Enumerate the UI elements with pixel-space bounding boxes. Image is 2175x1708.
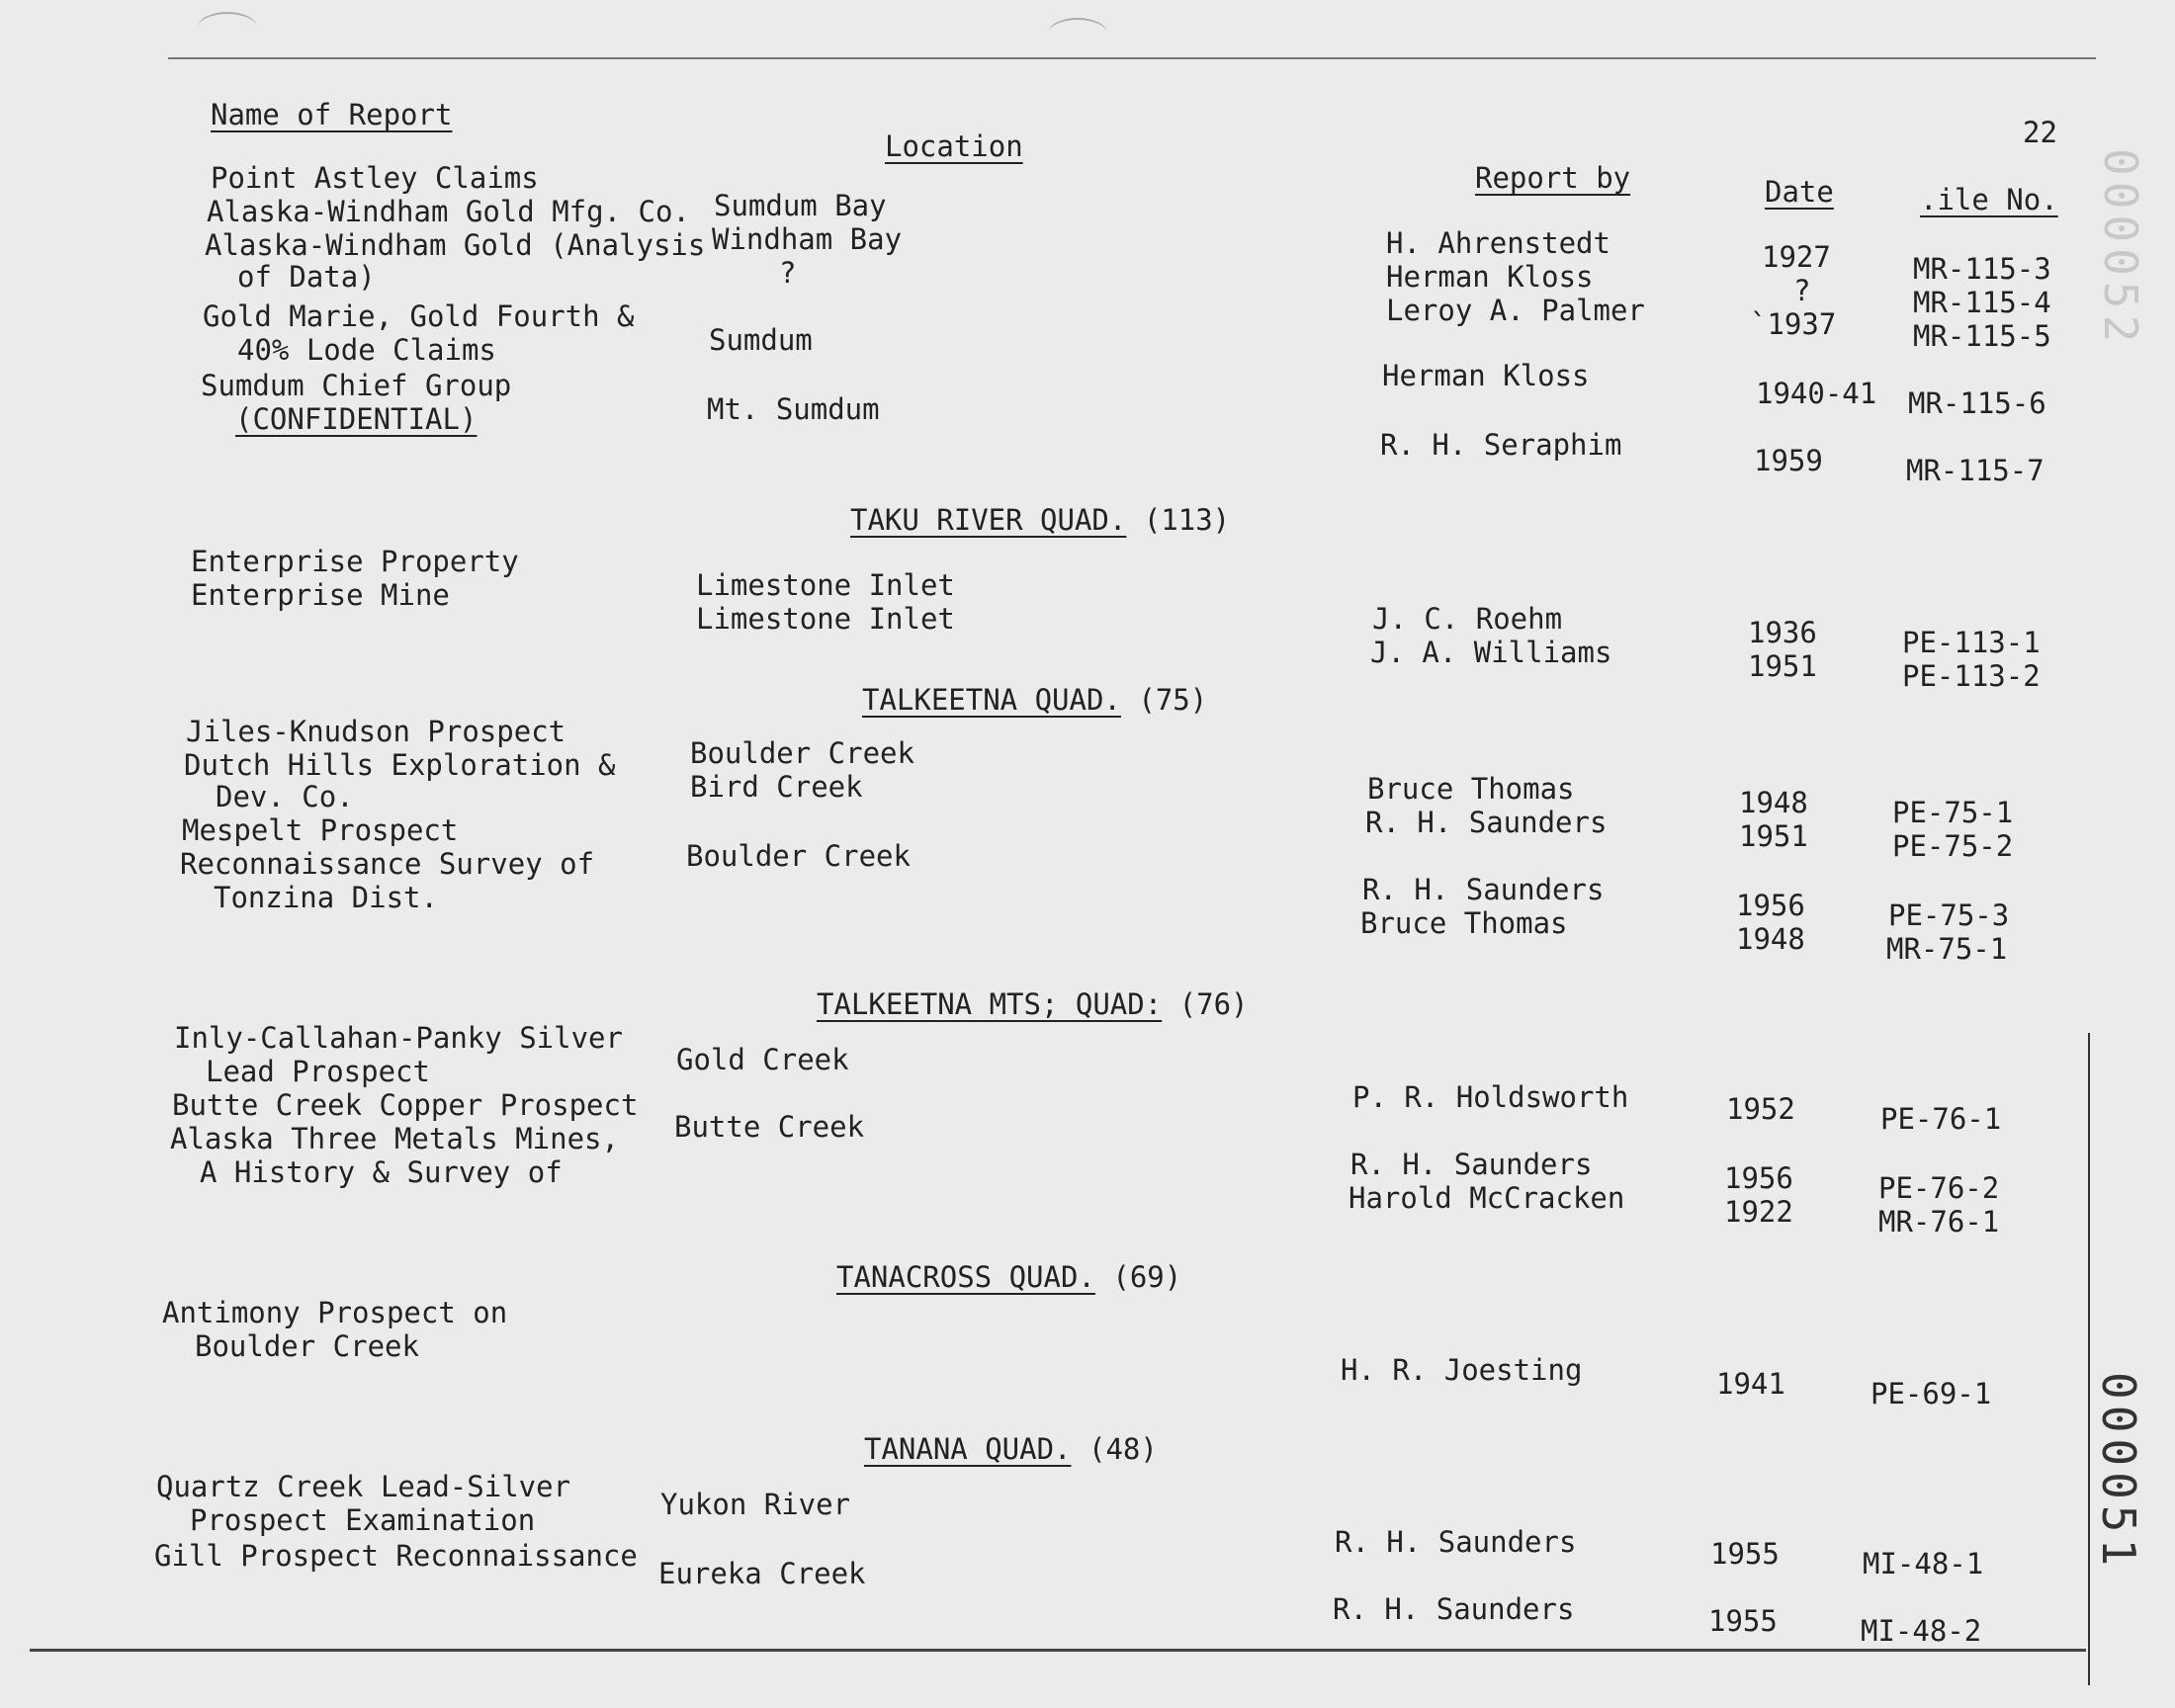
date: ? (1793, 274, 1811, 307)
file-no: MI-48-1 (1863, 1547, 1984, 1580)
report-name: Reconnaissance Survey of (180, 847, 595, 881)
file-no: MR-115-4 (1913, 286, 2051, 319)
date: 1955 (1708, 1604, 1778, 1638)
header-date: Date (1765, 175, 1834, 209)
report-name: Mespelt Prospect (182, 813, 459, 847)
header-file-no: .ile No. (1920, 183, 2058, 216)
date: 1936 (1748, 616, 1817, 649)
section-title: TALKEETNA MTS; QUAD: (76) (817, 987, 1249, 1021)
report-by: Harold McCracken (1348, 1181, 1625, 1215)
file-no: PE-76-1 (1880, 1102, 2002, 1136)
report-name-cont: Prospect Examination (190, 1503, 536, 1537)
file-no: MI-48-2 (1861, 1614, 1982, 1648)
location: Butte Creek (674, 1110, 865, 1144)
date: 1956 (1724, 1161, 1793, 1195)
file-no: MR-115-6 (1908, 386, 2046, 420)
report-by: R. H. Saunders (1365, 806, 1608, 839)
report-by: J. A. Williams (1370, 636, 1612, 669)
date: 1927 (1762, 240, 1831, 274)
file-no: PE-69-1 (1870, 1377, 1992, 1410)
location: ? (779, 256, 797, 290)
report-name: Alaska Three Metals Mines, (170, 1122, 619, 1155)
header-report-by: Report by (1475, 161, 1631, 195)
report-name: Antimony Prospect on (162, 1296, 508, 1329)
date: 1922 (1724, 1195, 1793, 1229)
header-name-of-report: Name of Report (211, 98, 453, 131)
punch-hole-center (1048, 18, 1107, 49)
file-no: MR-115-5 (1913, 319, 2051, 353)
section-title: TALKEETNA QUAD. (75) (862, 683, 1208, 717)
date: 1955 (1710, 1537, 1780, 1571)
location: Mt. Sumdum (707, 392, 880, 426)
date: 1948 (1736, 922, 1805, 956)
report-name: Sumdum Chief Group (201, 369, 512, 402)
report-by: R. H. Saunders (1362, 873, 1605, 906)
report-by: H. Ahrenstedt (1386, 226, 1610, 260)
location: Boulder Creek (690, 736, 914, 770)
date: `1937 (1750, 307, 1837, 341)
location: Sumdum (709, 323, 813, 357)
file-no: PE-76-2 (1878, 1171, 2000, 1205)
file-no: PE-75-3 (1888, 898, 2010, 932)
report-name: Jiles-Knudson Prospect (186, 715, 566, 748)
date: 1948 (1739, 786, 1808, 819)
location: Boulder Creek (686, 839, 911, 873)
date: 1952 (1726, 1092, 1795, 1126)
report-by: Herman Kloss (1386, 260, 1594, 294)
report-name: Dutch Hills Exploration & (184, 748, 616, 782)
date: 1951 (1748, 649, 1817, 683)
date: 1951 (1739, 819, 1808, 853)
location: Sumdum Bay (714, 189, 887, 222)
file-no: PE-113-2 (1902, 659, 2041, 693)
location: Limestone Inlet (696, 602, 955, 636)
report-by: P. R. Holdsworth (1352, 1080, 1629, 1114)
report-by: R. H. Saunders (1335, 1525, 1577, 1559)
file-no: MR-115-7 (1906, 454, 2044, 487)
page-stamp-bottom: 000051 (2092, 1372, 2145, 1573)
report-by: R. H. Seraphim (1380, 428, 1622, 462)
report-by: R. H. Saunders (1333, 1592, 1575, 1626)
location: Bird Creek (690, 770, 863, 804)
report-name: Enterprise Mine (191, 578, 450, 612)
right-margin-line (2088, 1033, 2090, 1685)
file-no: MR-75-1 (1886, 932, 2008, 966)
report-name-cont: A History & Survey of (200, 1155, 563, 1189)
report-name: Gold Marie, Gold Fourth & (203, 299, 635, 333)
report-name: Quartz Creek Lead-Silver (156, 1470, 571, 1503)
report-name-cont: Tonzina Dist. (214, 881, 438, 914)
report-by: Bruce Thomas (1360, 906, 1568, 940)
report-name: Butte Creek Copper Prospect (172, 1088, 639, 1122)
report-name: Alaska-Windham Gold (Analysis (205, 228, 706, 262)
punch-hole-left (198, 12, 257, 43)
report-name: Point Astley Claims (211, 161, 539, 195)
report-by: Herman Kloss (1382, 359, 1590, 392)
page-stamp-top: 000052 (2094, 148, 2147, 349)
top-edge-line (168, 57, 2096, 59)
report-by: Bruce Thomas (1367, 772, 1575, 806)
date: 1940-41 (1756, 377, 1877, 410)
file-no: MR-76-1 (1878, 1205, 2000, 1238)
location: Gold Creek (676, 1043, 849, 1076)
report-name-cont: Dev. Co. (216, 780, 354, 813)
date: 1941 (1716, 1367, 1785, 1401)
report-name: Gill Prospect Reconnaissance (154, 1539, 638, 1573)
report-by: R. H. Saunders (1350, 1148, 1593, 1181)
section-title: TAKU RIVER QUAD. (113) (850, 503, 1231, 537)
location: Windham Bay (712, 222, 903, 256)
section-title: TANACROSS QUAD. (69) (836, 1260, 1182, 1294)
file-no: MR-115-3 (1913, 252, 2051, 286)
report-name: Inly-Callahan-Panky Silver (174, 1021, 623, 1055)
section-title: TANANA QUAD. (48) (864, 1432, 1158, 1466)
location: Yukon River (660, 1488, 851, 1521)
file-no: PE-75-2 (1892, 829, 2014, 863)
report-by: H. R. Joesting (1341, 1353, 1583, 1387)
bottom-edge-line (30, 1649, 2086, 1652)
location: Eureka Creek (658, 1557, 866, 1590)
report-name-cont: Boulder Creek (195, 1329, 419, 1363)
location: Limestone Inlet (696, 568, 955, 602)
date: 1959 (1754, 444, 1823, 477)
report-name: Enterprise Property (191, 545, 519, 578)
report-name-cont: of Data) (237, 260, 376, 294)
date: 1956 (1736, 889, 1805, 922)
report-name-cont: (CONFIDENTIAL) (235, 402, 478, 436)
report-name-cont: 40% Lode Claims (237, 333, 496, 367)
page-number: 22 (2023, 116, 2057, 149)
header-location: Location (885, 129, 1023, 163)
file-no: PE-113-1 (1902, 626, 2041, 659)
file-no: PE-75-1 (1892, 796, 2014, 829)
report-name-cont: Lead Prospect (206, 1055, 430, 1088)
report-by: Leroy A. Palmer (1386, 294, 1645, 327)
report-by: J. C. Roehm (1372, 602, 1563, 636)
report-name: Alaska-Windham Gold Mfg. Co. (207, 195, 690, 228)
